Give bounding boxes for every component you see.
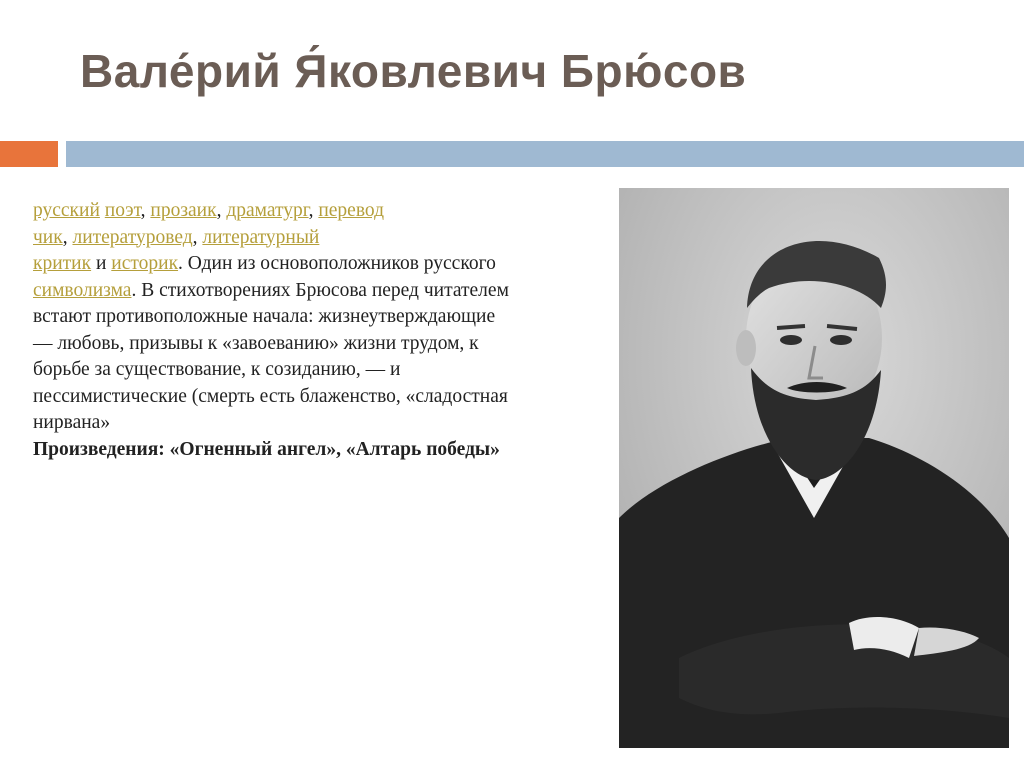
body-text-part: . В стихотворениях Брюсова перед читателем встают противоположные начала: жизнеутверждающие — любовь, призывы к «завоеванию» жизни трудом, к борьбе за существование, к созиданию, — и пессимистические (смерть есть блаженство, «сладостная нирвана» [33, 279, 509, 433]
accent-bar-blue [66, 141, 1024, 167]
link-literary-scholar[interactable]: литературовед [72, 226, 193, 248]
link-poet[interactable]: поэт [104, 200, 141, 221]
body-text: русский поэт, прозаик, драматург, перевод чик, литературовед, литературный критик и историк. Один из основоположников русского символизма. В стихотворениях Брюсова перед читателем встают противоположные начала: жизнеутверждающие — любовь, призывы к «завоеванию» жизни трудом, к борьбе за существование, к созиданию, — и пессимистические (смерть есть блаженство, «сладостная нирвана» Произведения: «Огненный ангел», «Алтарь победы» [33, 200, 509, 460]
portrait-photo [619, 188, 1009, 748]
link-playwright[interactable]: драматург [226, 200, 309, 221]
link-literary-critic[interactable]: литературный [202, 226, 320, 248]
body-text-part: . Один из основоположников русского [178, 253, 496, 274]
link-prose-writer[interactable]: прозаик [150, 200, 217, 221]
link-translator-cont[interactable]: чик [33, 226, 63, 248]
link-historian[interactable]: историк [111, 253, 179, 274]
link-critic[interactable]: критик [33, 253, 92, 274]
works-line: Произведения: «Огненный ангел», «Алтарь победы» [33, 438, 500, 460]
link-russian[interactable]: русский [33, 200, 100, 221]
link-translator[interactable]: перевод [318, 200, 385, 221]
link-symbolism[interactable]: символизма [33, 279, 132, 301]
accent-bar-orange [0, 141, 58, 167]
slide-title: Вале́рий Я́ковлевич Брю́сов [80, 45, 747, 97]
